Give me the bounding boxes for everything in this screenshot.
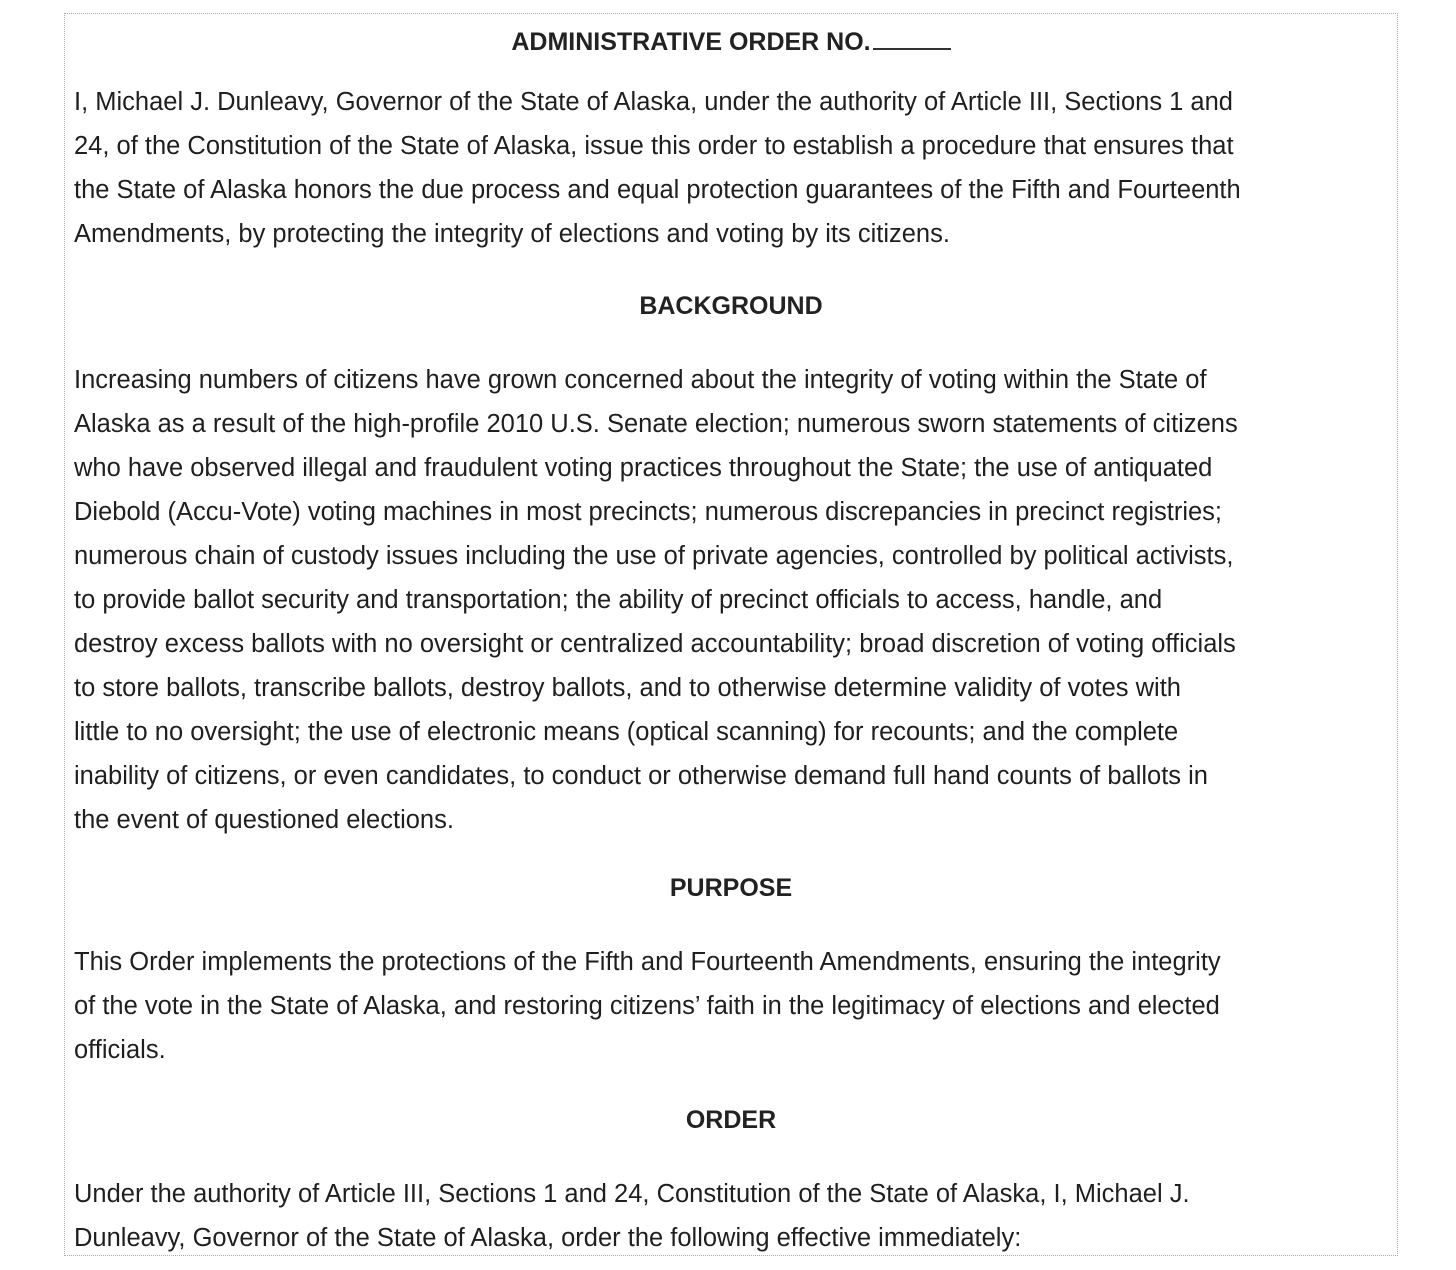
paragraph-line: destroy excess ballots with no oversight or centralized accountability; broad discretion of voting officials	[74, 630, 1236, 658]
paragraph-line: Increasing numbers of citizens have grown concerned about the integrity of voting within the State of	[74, 366, 1207, 394]
paragraph-line: to provide ballot security and transportation; the ability of precinct officials to access, handle, and	[74, 586, 1163, 614]
order-heading: ORDER	[685, 1106, 777, 1134]
document-title: ADMINISTRATIVE ORDER NO.	[65, 28, 1397, 57]
paragraph-line: Alaska as a result of the high-profile 2010 U.S. Senate election; numerous sworn statements of citizens	[74, 410, 1238, 438]
paragraph-line: Diebold (Accu-Vote) voting machines in most precincts; numerous discrepancies in precinct registries;	[74, 498, 1222, 526]
paragraph-line: This Order implements the protections of the Fifth and Fourteenth Amendments, ensuring the integrity	[74, 948, 1221, 976]
paragraph-line: Dunleavy, Governor of the State of Alaska, order the following effective immediately:	[74, 1224, 1022, 1252]
paragraph-line: the State of Alaska honors the due process and equal protection guarantees of the Fifth and Fourteenth	[74, 176, 1241, 204]
background-heading: BACKGROUND	[639, 292, 823, 320]
paragraph-line: numerous chain of custody issues including the use of private agencies, controlled by political activists,	[74, 542, 1234, 570]
paragraph-line: officials.	[74, 1036, 166, 1064]
document-page	[64, 13, 1398, 1256]
purpose-paragraph	[74, 940, 1390, 1072]
paragraph-line: the event of questioned elections.	[74, 806, 454, 834]
paragraph-line: who have observed illegal and fraudulent voting practices throughout the State; the use of antiquated	[74, 454, 1213, 482]
purpose-heading: PURPOSE	[669, 874, 793, 902]
paragraph-line: I, Michael J. Dunleavy, Governor of the State of Alaska, under the authority of Article III, Sections 1 and	[74, 88, 1233, 116]
paragraph-line: Under the authority of Article III, Sections 1 and 24, Constitution of the State of Alaska, I, Michael J.	[74, 1180, 1190, 1208]
paragraph-line: 24, of the Constitution of the State of Alaska, issue this order to establish a procedure that ensures that	[74, 132, 1234, 160]
paragraph-line: inability of citizens, or even candidates, to conduct or otherwise demand full hand counts of ballots in	[74, 762, 1208, 790]
paragraph-line: Amendments, by protecting the integrity of elections and voting by its citizens.	[74, 220, 950, 248]
paragraph-line: of the vote in the State of Alaska, and restoring citizens’ faith in the legitimacy of elections and elected	[74, 992, 1220, 1020]
order-paragraph	[74, 1172, 1390, 1260]
paragraph-line: to store ballots, transcribe ballots, destroy ballots, and to otherwise determine validity of votes with	[74, 674, 1181, 702]
order-number-blank	[873, 48, 951, 50]
paragraph-line: little to no oversight; the use of electronic means (optical scanning) for recounts; and the complete	[74, 718, 1179, 746]
background-paragraph	[74, 358, 1390, 842]
intro-paragraph	[74, 80, 1390, 256]
